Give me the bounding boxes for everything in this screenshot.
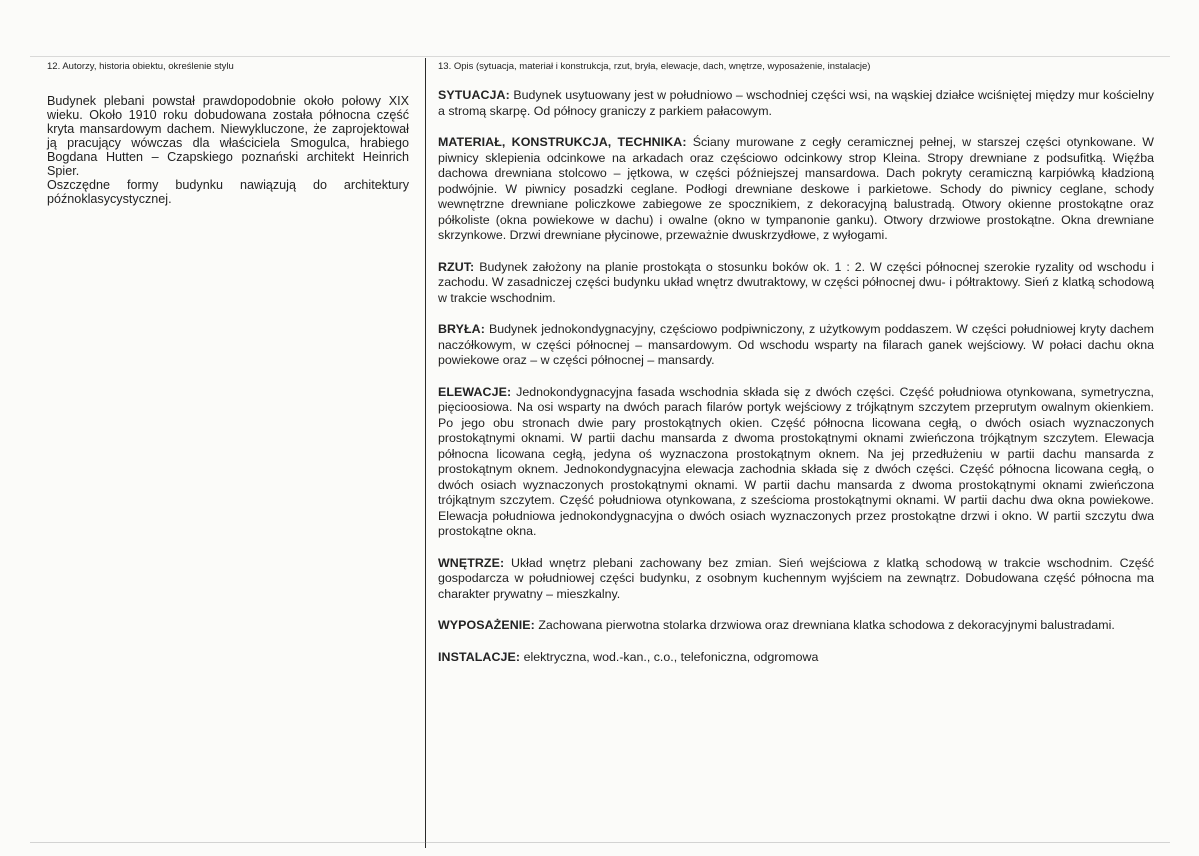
instalacje-label: INSTALACJE:: [438, 649, 521, 664]
wyposazenie-section: [438, 618, 1154, 634]
material-section: [438, 135, 1154, 244]
rzut-label: RZUT:: [438, 259, 475, 274]
material-text: Ściany murowane z cegły ceramicznej pełnej, w starszej części otynkowane. W piwnicy sklepienia odcinkowe na arkadach oraz częściowo odcinkowy strop Kleina. Stropy drewniane z podsufitką. Więźba dachowa drewniana stolcowo – jętkowa, w części późniejszej mansardowa. Dach pokryty ceramiczną karpiówką kładzioną podwójnie. W piwnicy posadzki ceglane. Podłogi drewniane deskowe i parkietowe. Schody do piwnicy ceglane, schody wewnętrzne drewniane policzkowe zabiegowe ze spocznikiem, z dekoracyjną balustradą. Otwory okienne prostokątne oraz półkoliste (okna powiekowe w dachu) i owalne (okno w tympanonie ganku). Otwory drzwiowe prostokątne. Okna drewniane skrzynkowe. Drzwi drewniane płycinowe, przeważnie dwuskrzydłowe, z wyłogami.: [438, 135, 1154, 242]
elewacje-text: Jednokondygnacyjna fasada wschodnia składa się z dwóch części. Część południowa otynkowana, symetryczna, pięcioosiowa. Na osi wsparty na dwóch parach filarów portyk wejściowy z trójkątnym szczytem przeprutym owalnym okienkiem. Po jego obu stronach dwie pary prostokątnych okien. Część północna licowana cegłą, o dwóch osiach wyznaczonych prostokątnymi oknami. W partii dachu mansarda z dwoma prostokątnymi oknami zwieńczona trójkątnym szczytem. Elewacja północna licowana cegłą, jedyna oś wyznaczona prostokątnym oknem. Na jej przedłużeniu w partii dachu mansarda z prostokątnym oknem. Jednokondygnacyjna elewacja zachodnia składa się z dwóch części. Część północna licowana cegłą, o dwóch osiach wyznaczonych prostokątnymi oknami. W partii dachu mansarda z dwoma prostokątnymi oknami zwieńczona trójkątnym szczytem. Część południowa otynkowana, z sześcioma prostokątnymi oknami. W partii dachu dwa okna powiekowe. Elewacja południowa jednokondygnacyjna o dwóch osiach wyznaczonych przez prostokątne drzwi i okno. W partii szczytu dwa prostokątne okna.: [438, 384, 1154, 538]
wnetrze-label: WNĘTRZE:: [438, 555, 505, 570]
description-heading: 13. Opis (sytuacja, materiał i konstrukcja, rzut, bryła, elewacje, dach, wnętrze, wyposażenie, instalacje): [438, 61, 871, 72]
material-label: MATERIAŁ, KONSTRUKCJA, TECHNIKA:: [438, 135, 687, 149]
instalacje-section: [438, 650, 1154, 666]
style-paragraph: Oszczędne formy budynku nawiązują do architektury późnoklasycystycznej.: [47, 178, 409, 206]
bryla-label: BRYŁA:: [438, 322, 485, 336]
sytuacja-section: [438, 88, 1154, 119]
wnetrze-text: Układ wnętrz plebani zachowany bez zmian. Sień wejściowa z klatką schodową w trakcie wschodnim. Część gospodarcza w południowej części budynku, z osobnym kuchennym wyjściem na zewnątrz. Dobudowana część północna ma charakter prywatny – mieszkalny.: [438, 555, 1154, 601]
bottom-rule: [30, 842, 1170, 843]
sytuacja-label: SYTUACJA:: [438, 88, 510, 102]
column-divider: [425, 58, 426, 848]
history-paragraph: Budynek plebani powstał prawdopodobnie około połowy XIX wieku. Około 1910 roku dobudowana została północna część kryta mansardowym dachem. Niewykluczone, że zaprojektował ją pracujący wówczas dla właściciela Smogulca, hrabiego Bogdana Hutten – Czapskiego poznański architekt Heinrich Spier.: [47, 94, 409, 178]
left-column: [47, 60, 409, 206]
rzut-text: Budynek założony na planie prostokąta o stosunku boków ok. 1 : 2. W części północnej szerokie ryzality od wschodu i zachodu. W zasadniczej części budynku układ wnętrz dwutraktowy, w części północnej dwu- i półtraktowy. Sień z klatką schodową w trakcie wschodnim.: [438, 259, 1154, 305]
wyposazenie-label: WYPOSAŻENIE:: [438, 618, 535, 632]
wyposazenie-text: Zachowana pierwotna stolarka drzwiowa oraz drewniana klatka schodowa z dekoracyjnymi balustradami.: [538, 618, 1115, 632]
bryla-section: [438, 322, 1154, 369]
sytuacja-text: Budynek usytuowany jest w południowo – wschodniej części wsi, na wąskiej działce wciśniętej między mur kościelny a stromą skarpę. Od północy graniczy z parkiem pałacowym.: [438, 88, 1154, 118]
top-rule: [30, 56, 1170, 57]
instalacje-text: elektryczna, wod.-kan., c.o., telefoniczna, odgromowa: [523, 649, 819, 664]
elewacje-label: ELEWACJE:: [438, 384, 512, 399]
right-column: [438, 60, 1154, 681]
rzut-section: [438, 260, 1154, 307]
bryla-text: Budynek jednokondygnacyjny, częściowo podpiwniczony, z użytkowym poddaszem. W części południowej kryty dachem naczółkowym, w części północnej – mansardowym. Od wschodu wsparty na filarach ganek wejściowy. W połaci dachu okna powiekowe oraz – w części północnej – mansardy.: [438, 322, 1154, 367]
elewacje-section: [438, 385, 1154, 540]
authors-history-heading: 12. Autorzy, historia obiektu, określenie stylu: [47, 61, 234, 72]
wnetrze-section: [438, 556, 1154, 603]
